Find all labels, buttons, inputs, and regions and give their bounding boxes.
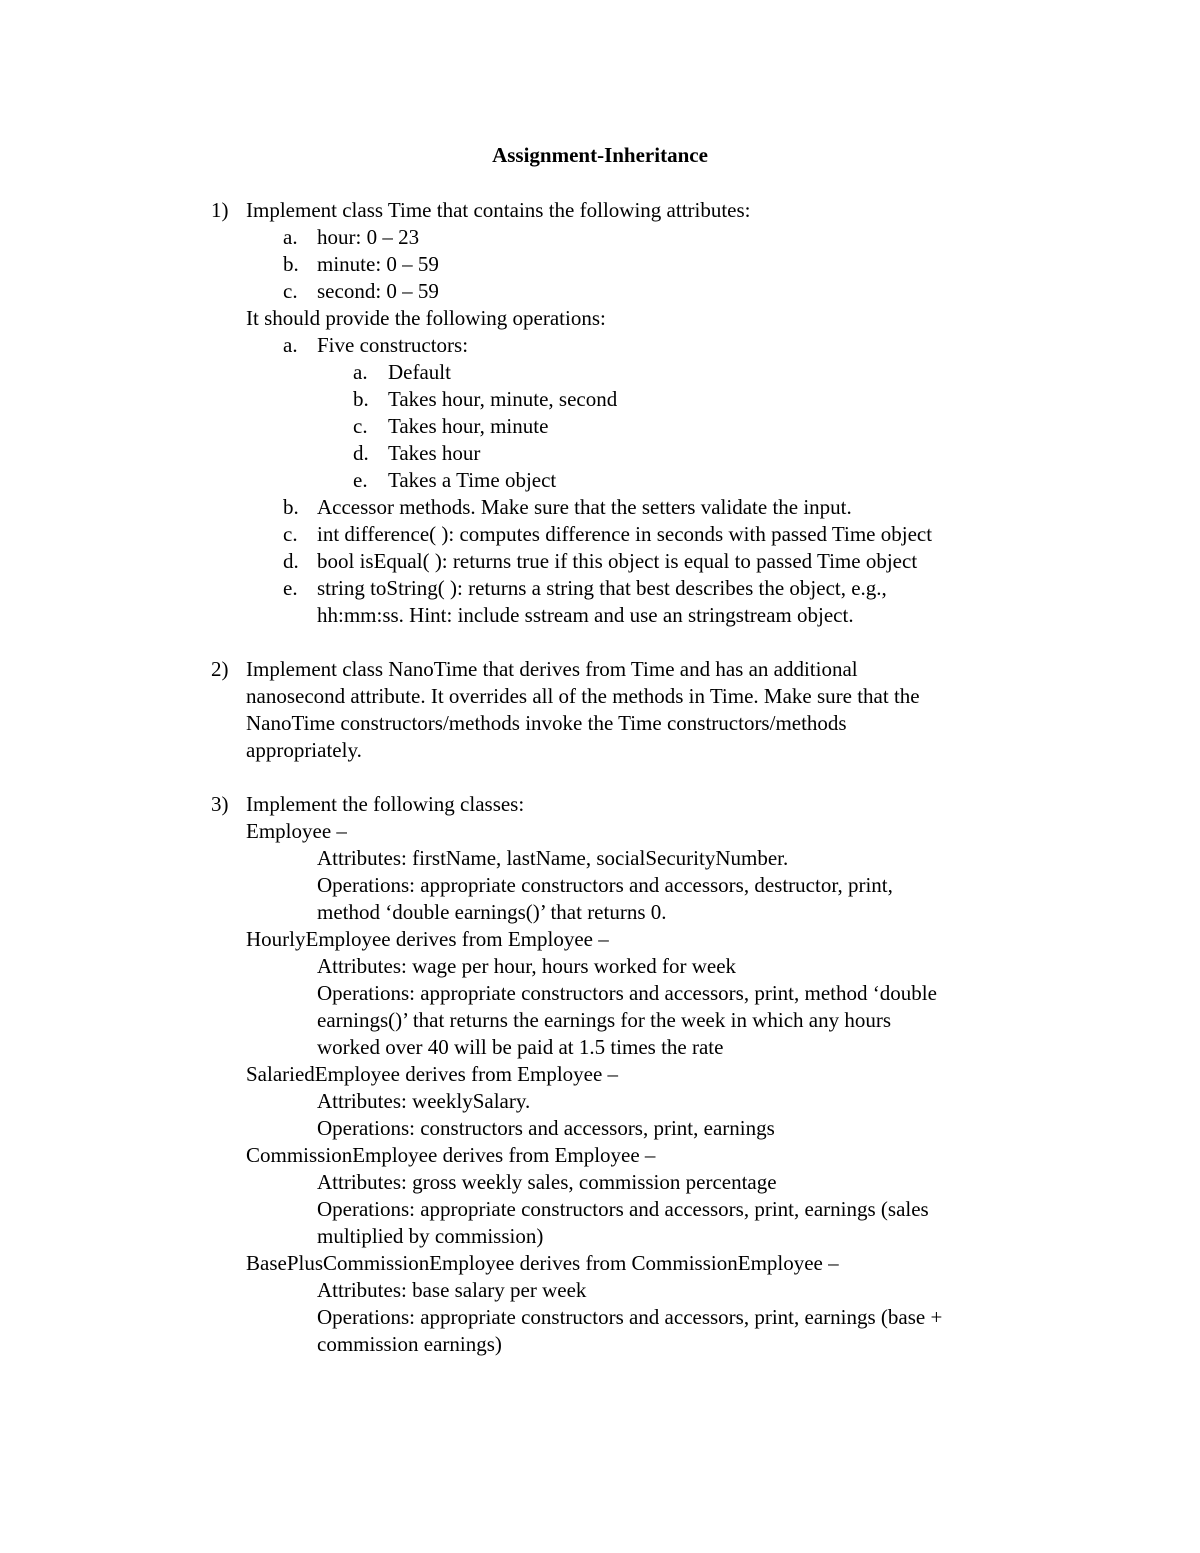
operation-item — [0, 521, 1200, 548]
operation-text: int difference( ): computes difference in seconds with passed Time object — [317, 522, 933, 546]
constructor-text: Takes hour, minute — [388, 414, 549, 438]
list-marker: d. — [353, 441, 369, 465]
operation-text: bool isEqual( ): returns true if this object is equal to passed Time object — [317, 549, 918, 573]
class-operations-text: Operations: appropriate constructors and accessors, print, earnings (base + — [317, 1305, 943, 1329]
question-number: 2) — [211, 657, 229, 681]
attribute-item — [0, 278, 1200, 305]
class-header — [0, 1061, 1200, 1088]
question-3-intro-line — [0, 791, 1200, 818]
class-operations-text: Operations: constructors and accessors, print, earnings — [317, 1116, 775, 1140]
operations-intro: It should provide the following operations: — [246, 306, 606, 330]
class-operations-text: method ‘double earnings()’ that returns 0. — [317, 900, 667, 924]
class-header — [0, 818, 1200, 845]
attribute-item — [0, 251, 1200, 278]
list-marker: b. — [353, 387, 369, 411]
class-operations-text: Operations: appropriate constructors and accessors, destructor, print, — [317, 873, 893, 897]
class-operations — [0, 1304, 1200, 1331]
class-attributes-text: Attributes: weeklySalary. — [317, 1089, 531, 1113]
class-operations-text: Operations: appropriate constructors and accessors, print, earnings (sales — [317, 1197, 929, 1221]
class-header — [0, 1250, 1200, 1277]
class-operations-text: earnings()’ that returns the earnings for the week in which any hours — [317, 1008, 892, 1032]
class-attributes-text: Attributes: base salary per week — [317, 1278, 587, 1302]
constructor-item — [0, 413, 1200, 440]
class-header-text: HourlyEmployee derives from Employee – — [246, 927, 609, 951]
list-marker: a. — [353, 360, 368, 384]
class-attributes — [0, 1277, 1200, 1304]
question-2-line — [0, 683, 1200, 710]
class-operations — [0, 1115, 1200, 1142]
question-3-intro: Implement the following classes: — [246, 792, 525, 816]
question-2-text: NanoTime constructors/methods invoke the Time constructors/methods — [246, 711, 847, 735]
operation-item — [0, 575, 1200, 602]
document-body — [0, 197, 1200, 1358]
list-marker: c. — [353, 414, 368, 438]
class-attributes-text: Attributes: gross weekly sales, commission percentage — [317, 1170, 777, 1194]
class-operations — [0, 1223, 1200, 1250]
constructor-text: Takes hour, minute, second — [388, 387, 618, 411]
document-title: Assignment-Inheritance — [492, 143, 708, 167]
class-header-text: SalariedEmployee derives from Employee – — [246, 1062, 619, 1086]
list-marker: d. — [283, 549, 299, 573]
constructor-text: Default — [388, 360, 451, 384]
class-attributes — [0, 953, 1200, 980]
list-marker: e. — [353, 468, 368, 492]
question-2-text: appropriately. — [246, 738, 362, 762]
operation-item — [0, 548, 1200, 575]
constructor-item — [0, 359, 1200, 386]
class-header — [0, 1142, 1200, 1169]
class-attributes-text: Attributes: firstName, lastName, socialSecurityNumber. — [317, 846, 789, 870]
class-header-text: CommissionEmployee derives from Employee – — [246, 1143, 656, 1167]
attribute-text: hour: 0 – 23 — [317, 225, 420, 249]
operation-continuation — [0, 602, 1200, 629]
class-operations — [0, 1034, 1200, 1061]
question-2-line — [0, 710, 1200, 737]
question-2-line — [0, 656, 1200, 683]
class-operations — [0, 1196, 1200, 1223]
class-operations-text: commission earnings) — [317, 1332, 502, 1356]
operation-item — [0, 494, 1200, 521]
question-2-text: Implement class NanoTime that derives from Time and has an additional — [246, 657, 858, 681]
class-operations-text: worked over 40 will be paid at 1.5 times the rate — [317, 1035, 724, 1059]
operation-text: Five constructors: — [317, 333, 469, 357]
operation-text: Accessor methods. Make sure that the setters validate the input. — [317, 495, 852, 519]
attribute-text: second: 0 – 59 — [317, 279, 439, 303]
class-header-text: Employee – — [246, 819, 347, 843]
constructor-text: Takes a Time object — [388, 468, 557, 492]
list-marker: a. — [283, 225, 298, 249]
constructor-item — [0, 467, 1200, 494]
paragraph-gap — [0, 629, 1200, 656]
class-operations — [0, 872, 1200, 899]
class-header-text: BasePlusCommissionEmployee derives from CommissionEmployee – — [246, 1251, 839, 1275]
question-1-intro-line — [0, 197, 1200, 224]
list-marker: b. — [283, 495, 299, 519]
question-number: 1) — [211, 198, 229, 222]
constructor-item — [0, 386, 1200, 413]
question-number: 3) — [211, 792, 229, 816]
operation-text: string toString( ): returns a string that best describes the object, e.g., — [317, 576, 887, 600]
class-operations — [0, 1331, 1200, 1358]
list-marker: b. — [283, 252, 299, 276]
class-operations — [0, 980, 1200, 1007]
operation-text: hh:mm:ss. Hint: include sstream and use an stringstream object. — [317, 603, 854, 627]
class-operations-text: Operations: appropriate constructors and accessors, print, method ‘double — [317, 981, 937, 1005]
question-2-text: nanosecond attribute. It overrides all of the methods in Time. Make sure that the — [246, 684, 920, 708]
class-operations-text: multiplied by commission) — [317, 1224, 544, 1248]
class-attributes — [0, 845, 1200, 872]
class-operations — [0, 899, 1200, 926]
attribute-item — [0, 224, 1200, 251]
question-2-line — [0, 737, 1200, 764]
question-1-intro: Implement class Time that contains the following attributes: — [246, 198, 751, 222]
list-marker: a. — [283, 333, 298, 357]
class-attributes-text: Attributes: wage per hour, hours worked for week — [317, 954, 737, 978]
operation-item — [0, 332, 1200, 359]
constructor-item — [0, 440, 1200, 467]
class-header — [0, 926, 1200, 953]
list-marker: c. — [283, 279, 298, 303]
list-marker: c. — [283, 522, 298, 546]
class-attributes — [0, 1169, 1200, 1196]
paragraph-gap — [0, 764, 1200, 791]
constructor-text: Takes hour — [388, 441, 481, 465]
class-operations — [0, 1007, 1200, 1034]
list-marker: e. — [283, 576, 298, 600]
class-attributes — [0, 1088, 1200, 1115]
operations-intro-line — [0, 305, 1200, 332]
attribute-text: minute: 0 – 59 — [317, 252, 439, 276]
